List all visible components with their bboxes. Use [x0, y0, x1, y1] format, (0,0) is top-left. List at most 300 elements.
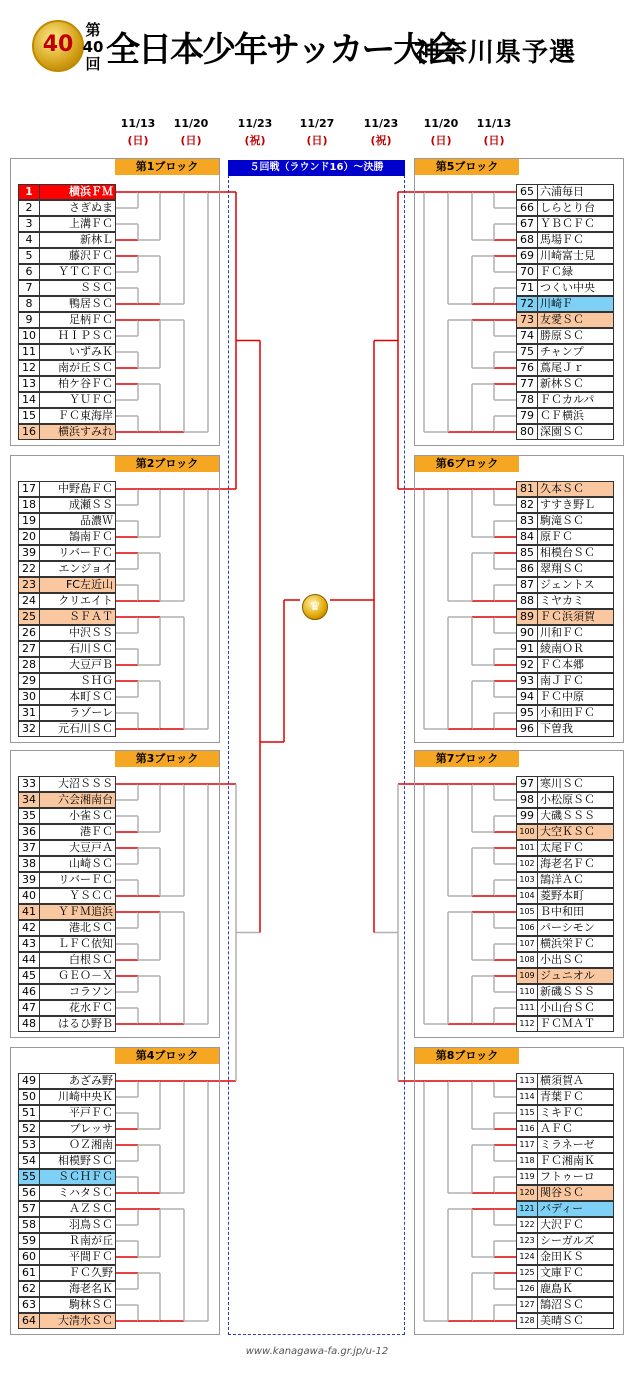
- seed-number: 51: [19, 1106, 40, 1120]
- team-row: [516, 689, 614, 705]
- team-name: リバーＦＣ: [58, 546, 113, 559]
- seed-number: 64: [19, 1314, 40, 1328]
- seed-number: 15: [19, 409, 40, 423]
- team-name: コラソン: [69, 985, 113, 998]
- team-row: [516, 408, 614, 424]
- seed-number: 82: [517, 498, 538, 512]
- team-name: 大磯ＳＳＳ: [540, 809, 595, 822]
- team-name: ＹＴＣＦＣ: [58, 265, 113, 278]
- team-row: [516, 328, 614, 344]
- seed-number: 60: [19, 1250, 40, 1264]
- team-row: [18, 689, 116, 705]
- team-row: [18, 497, 116, 513]
- seed-number: 14: [19, 393, 40, 407]
- team-name: 足柄ＦＣ: [69, 313, 113, 326]
- date-header: 11/23 (祝): [237, 117, 273, 147]
- seed-number: 48: [19, 1017, 40, 1031]
- team-row: [18, 1249, 116, 1265]
- page-subtitle: 神奈川県予選: [414, 38, 577, 68]
- seed-number: 75: [517, 345, 538, 359]
- team-row: [516, 561, 614, 577]
- seed-number: 27: [19, 642, 40, 656]
- team-row: [516, 344, 614, 360]
- seed-number: 7: [19, 281, 40, 295]
- team-name: 南が丘ＳＣ: [58, 361, 113, 374]
- seed-number: 11: [19, 345, 40, 359]
- seed-number: 30: [19, 690, 40, 704]
- seed-number: 95: [517, 706, 538, 720]
- seed-number: 99: [517, 809, 538, 823]
- team-row: [18, 593, 116, 609]
- team-row: [516, 1233, 614, 1249]
- team-row: [18, 328, 116, 344]
- team-name: 川崎中央Ｋ: [58, 1090, 113, 1103]
- seed-number: 121: [517, 1202, 538, 1216]
- team-name: ＹＳＣＣ: [69, 889, 113, 902]
- team-row: [18, 1169, 116, 1185]
- team-row: [18, 609, 116, 625]
- seed-number: 115: [517, 1106, 538, 1120]
- team-name: エンジョイ: [58, 562, 113, 575]
- seed-number: 119: [517, 1170, 538, 1184]
- seed-number: 102: [517, 857, 538, 871]
- seed-number: 59: [19, 1234, 40, 1248]
- seed-number: 92: [517, 658, 538, 672]
- team-name: ミラネーゼ: [540, 1138, 595, 1151]
- team-name: ＧＥＯ－Ｘ: [58, 969, 113, 982]
- team-name: 横浜ＦＭ: [69, 185, 113, 198]
- team-row: [18, 641, 116, 657]
- seed-number: 123: [517, 1234, 538, 1248]
- team-name: ＣＦ横浜: [540, 409, 584, 422]
- block-title: 第1ブロック: [115, 159, 219, 175]
- team-row: [516, 904, 614, 920]
- team-name: 鵠洋ＡＣ: [540, 873, 584, 886]
- seed-number: 46: [19, 985, 40, 999]
- team-row: [516, 1265, 614, 1281]
- seed-number: 110: [517, 985, 538, 999]
- team-row: [516, 513, 614, 529]
- team-name: ＹＵＦＣ: [69, 393, 113, 406]
- team-name: パーシモン: [540, 921, 595, 934]
- team-name: 駒林ＳＣ: [69, 1298, 113, 1311]
- seed-number: 96: [517, 722, 538, 736]
- seed-number: 1: [19, 185, 40, 199]
- team-name: 港北ＳＣ: [69, 921, 113, 934]
- team-name: 上溝ＦＣ: [69, 217, 113, 230]
- team-name: 花水ＦＣ: [69, 1001, 113, 1014]
- team-name: 大豆戸Ｂ: [69, 658, 113, 671]
- team-name: 大清水ＳＣ: [58, 1314, 113, 1327]
- seed-number: 20: [19, 530, 40, 544]
- seed-number: 41: [19, 905, 40, 919]
- team-row: [18, 344, 116, 360]
- team-name: ミヤカミ: [540, 594, 584, 607]
- date-header: 11/20 (日): [173, 117, 209, 147]
- seed-number: 67: [517, 217, 538, 231]
- team-name: ミハタＳＣ: [58, 1186, 113, 1199]
- seed-number: 80: [517, 425, 538, 439]
- team-row: [516, 856, 614, 872]
- seed-number: 18: [19, 498, 40, 512]
- team-name: 小松原ＳＣ: [540, 793, 595, 806]
- team-row: [516, 824, 614, 840]
- team-name: 綾南ＯＲ: [540, 642, 584, 655]
- team-name: ＦＣ久野: [69, 1266, 113, 1279]
- seed-number: 68: [517, 233, 538, 247]
- team-name: 菱野本町: [540, 889, 584, 902]
- team-name: 元石川ＳＣ: [58, 722, 113, 735]
- team-name: 川和ＦＣ: [540, 626, 584, 639]
- seed-number: 126: [517, 1282, 538, 1296]
- team-row: [516, 1281, 614, 1297]
- team-row: [18, 248, 116, 264]
- team-row: [516, 232, 614, 248]
- team-row: [516, 296, 614, 312]
- footer-url: www.kanagawa-fa.gr.jp/u-12: [245, 1346, 389, 1357]
- seed-number: 53: [19, 1138, 40, 1152]
- finals-title: ５回戦（ラウンド16）～決勝: [228, 160, 405, 176]
- team-row: [516, 840, 614, 856]
- team-row: [516, 872, 614, 888]
- team-name: 鵠南ＦＣ: [69, 530, 113, 543]
- seed-number: 65: [517, 185, 538, 199]
- team-name: 羽鳥ＳＣ: [69, 1218, 113, 1231]
- team-row: [18, 216, 116, 232]
- team-row: [18, 264, 116, 280]
- team-name: 小和田ＦＣ: [540, 706, 595, 719]
- seed-number: 90: [517, 626, 538, 640]
- team-name: はるひ野Ｂ: [58, 1017, 113, 1030]
- team-row: [516, 1153, 614, 1169]
- team-row: [516, 1249, 614, 1265]
- team-name: 勝原ＳＣ: [540, 329, 584, 342]
- team-row: [516, 808, 614, 824]
- seed-number: 89: [517, 610, 538, 624]
- seed-number: 44: [19, 953, 40, 967]
- seed-number: 88: [517, 594, 538, 608]
- team-name: ＳＣＨＦＣ: [58, 1170, 113, 1183]
- team-name: ＳＦＡＴ: [69, 610, 113, 623]
- team-row: [516, 593, 614, 609]
- team-row: [516, 1313, 614, 1329]
- seed-number: 107: [517, 937, 538, 951]
- seed-number: 127: [517, 1298, 538, 1312]
- seed-number: 8: [19, 297, 40, 311]
- team-row: [18, 808, 116, 824]
- seed-number: 81: [517, 482, 538, 496]
- seed-number: 12: [19, 361, 40, 375]
- team-row: [18, 888, 116, 904]
- team-name: 平戸ＦＣ: [69, 1106, 113, 1119]
- seed-number: 42: [19, 921, 40, 935]
- seed-number: 38: [19, 857, 40, 871]
- tournament-logo: 40: [32, 20, 84, 72]
- team-name: 青葉ＦＣ: [540, 1090, 584, 1103]
- team-name: ＦＣ浜須賀: [540, 610, 595, 623]
- team-row: [18, 1297, 116, 1313]
- team-row: [516, 481, 614, 497]
- seed-number: 50: [19, 1090, 40, 1104]
- team-name: ＦＣＭＡＴ: [540, 1017, 595, 1030]
- seed-number: 47: [19, 1001, 40, 1015]
- seed-number: 58: [19, 1218, 40, 1232]
- team-row: [516, 952, 614, 968]
- date-header: 11/13 (日): [476, 117, 512, 147]
- seed-number: 104: [517, 889, 538, 903]
- seed-number: 56: [19, 1186, 40, 1200]
- team-row: [18, 1000, 116, 1016]
- seed-number: 13: [19, 377, 40, 391]
- team-name: 成瀬ＳＳ: [69, 498, 113, 511]
- seed-number: 79: [517, 409, 538, 423]
- team-row: [516, 888, 614, 904]
- team-row: [18, 1201, 116, 1217]
- seed-number: 29: [19, 674, 40, 688]
- team-row: [516, 200, 614, 216]
- seed-number: 112: [517, 1017, 538, 1031]
- seed-number: 35: [19, 809, 40, 823]
- team-row: [516, 545, 614, 561]
- seed-number: 87: [517, 578, 538, 592]
- seed-number: 122: [517, 1218, 538, 1232]
- team-name: ＦＣ湘南Ｋ: [540, 1154, 595, 1167]
- team-row: [18, 312, 116, 328]
- seed-number: 69: [517, 249, 538, 263]
- team-name: ＹＢＣＦＣ: [540, 217, 595, 230]
- team-name: 金田ＫＳ: [540, 1250, 584, 1263]
- seed-number: 118: [517, 1154, 538, 1168]
- team-row: [516, 657, 614, 673]
- team-name: 横須賀Ａ: [540, 1074, 584, 1087]
- team-row: [18, 920, 116, 936]
- seed-number: 45: [19, 969, 40, 983]
- team-name: 久本ＳＣ: [540, 482, 584, 495]
- team-name: ＹＦＭ追浜: [58, 905, 113, 918]
- team-row: [18, 1121, 116, 1137]
- team-name: 鴨居ＳＣ: [69, 297, 113, 310]
- date-header: 11/13 (日): [120, 117, 156, 147]
- team-name: 大空ＫＳＣ: [540, 825, 595, 838]
- block-title: 第8ブロック: [415, 1048, 519, 1064]
- seed-number: 114: [517, 1090, 538, 1104]
- team-name: 大豆戸Ａ: [69, 841, 113, 854]
- team-name: ＳＨＧ: [80, 674, 113, 687]
- team-row: [18, 296, 116, 312]
- team-name: 小山台ＳＣ: [540, 1001, 595, 1014]
- seed-number: 120: [517, 1186, 538, 1200]
- team-row: [18, 984, 116, 1000]
- seed-number: 23: [19, 578, 40, 592]
- seed-number: 100: [517, 825, 538, 839]
- team-row: [18, 360, 116, 376]
- team-row: [516, 497, 614, 513]
- team-row: [516, 721, 614, 737]
- seed-number: 125: [517, 1266, 538, 1280]
- date-header: 11/23 (祝): [363, 117, 399, 147]
- team-name: 柏ケ谷ＦＣ: [58, 377, 113, 390]
- seed-number: 113: [517, 1074, 538, 1088]
- team-row: [18, 200, 116, 216]
- team-name: 馬場ＦＣ: [540, 233, 584, 246]
- team-name: 海老名ＦＣ: [540, 857, 595, 870]
- team-row: [516, 312, 614, 328]
- team-name: 寒川ＳＣ: [540, 777, 584, 790]
- team-name: 大沼ＳＳＳ: [58, 777, 113, 790]
- seed-number: 39: [19, 546, 40, 560]
- seed-number: 84: [517, 530, 538, 544]
- date-header: 11/27 (日): [299, 117, 335, 147]
- seed-number: 97: [517, 777, 538, 791]
- team-name: ＡＺＳＣ: [69, 1202, 113, 1215]
- seed-number: 52: [19, 1122, 40, 1136]
- team-name: 新磯ＳＳＳ: [540, 985, 595, 998]
- team-row: [516, 920, 614, 936]
- team-name: ミキＦＣ: [540, 1106, 584, 1119]
- team-name: つくい中央: [540, 281, 595, 294]
- team-name: 平間ＦＣ: [69, 1250, 113, 1263]
- team-row: [516, 968, 614, 984]
- seed-number: 98: [517, 793, 538, 807]
- team-row: [516, 1217, 614, 1233]
- team-name: 下曽我: [540, 722, 573, 735]
- team-row: [18, 529, 116, 545]
- seed-number: 76: [517, 361, 538, 375]
- seed-number: 62: [19, 1282, 40, 1296]
- team-name: ジュニオル: [540, 969, 595, 982]
- seed-number: 22: [19, 562, 40, 576]
- block-title: 第5ブロック: [415, 159, 519, 175]
- team-name: 深園ＳＣ: [540, 425, 584, 438]
- team-row: [18, 705, 116, 721]
- team-row: [516, 392, 614, 408]
- team-row: [516, 1000, 614, 1016]
- seed-number: 10: [19, 329, 40, 343]
- seed-number: 4: [19, 233, 40, 247]
- team-name: すすき野Ｌ: [540, 498, 596, 511]
- team-row: [516, 424, 614, 440]
- seed-number: 40: [19, 889, 40, 903]
- team-name: しらとり台: [540, 201, 595, 214]
- team-row: [18, 392, 116, 408]
- team-name: 相模台ＳＣ: [540, 546, 595, 559]
- seed-number: 77: [517, 377, 538, 391]
- team-row: [516, 264, 614, 280]
- team-name: さぎぬま: [69, 201, 113, 214]
- team-name: 美晴ＳＣ: [540, 1314, 584, 1327]
- team-row: [18, 792, 116, 808]
- team-row: [18, 1313, 116, 1329]
- seed-number: 71: [517, 281, 538, 295]
- seed-number: 74: [517, 329, 538, 343]
- seed-number: 17: [19, 482, 40, 496]
- team-name: チャンプ: [540, 345, 584, 358]
- seed-number: 111: [517, 1001, 538, 1015]
- team-name: 横浜すみれ: [58, 425, 113, 438]
- seed-number: 39: [19, 873, 40, 887]
- team-name: 中野島ＦＣ: [58, 482, 113, 495]
- seed-number: 66: [517, 201, 538, 215]
- team-name: 品濃Ｗ: [80, 514, 113, 527]
- team-row: [18, 1016, 116, 1032]
- block-title: 第2ブロック: [115, 456, 219, 472]
- team-row: [18, 936, 116, 952]
- team-name: 南ＪＦＣ: [540, 674, 584, 687]
- team-name: FC左近山: [65, 578, 113, 591]
- team-row: [516, 1089, 614, 1105]
- seed-number: 83: [517, 514, 538, 528]
- team-row: [18, 481, 116, 497]
- team-name: あざみ野: [69, 1074, 113, 1087]
- team-row: [18, 872, 116, 888]
- team-name: ＳＳＣ: [80, 281, 113, 294]
- team-name: ＦＣ中原: [540, 690, 584, 703]
- team-name: 海老名Ｋ: [69, 1282, 113, 1295]
- team-name: Ｒ南が丘: [69, 1234, 113, 1247]
- team-row: [516, 184, 614, 200]
- team-name: 友愛ＳＣ: [540, 313, 584, 326]
- team-row: [516, 1201, 614, 1217]
- seed-number: 105: [517, 905, 538, 919]
- team-row: [516, 376, 614, 392]
- team-row: [516, 1137, 614, 1153]
- block-title: 第3ブロック: [115, 751, 219, 767]
- seed-number: 109: [517, 969, 538, 983]
- team-name: ブレッサ: [69, 1122, 113, 1135]
- team-row: [18, 513, 116, 529]
- team-row: [18, 232, 116, 248]
- block-title: 第4ブロック: [115, 1048, 219, 1064]
- team-row: [18, 1185, 116, 1201]
- team-row: [516, 792, 614, 808]
- team-name: 原ＦＣ: [540, 530, 573, 543]
- block-title: 第6ブロック: [415, 456, 519, 472]
- team-name: 小出ＳＣ: [540, 953, 584, 966]
- team-row: [18, 1105, 116, 1121]
- seed-number: 85: [517, 546, 538, 560]
- team-name: ＦＣ本郷: [540, 658, 584, 671]
- team-row: [516, 529, 614, 545]
- team-row: [516, 216, 614, 232]
- seed-number: 37: [19, 841, 40, 855]
- seed-number: 78: [517, 393, 538, 407]
- team-row: [18, 673, 116, 689]
- seed-number: 94: [517, 690, 538, 704]
- edition-label: 第 40 回: [82, 21, 104, 73]
- seed-number: 32: [19, 722, 40, 736]
- seed-number: 128: [517, 1314, 538, 1328]
- team-row: [516, 1297, 614, 1313]
- seed-number: 63: [19, 1298, 40, 1312]
- team-name: 大沢ＦＣ: [540, 1218, 584, 1231]
- seed-number: 91: [517, 642, 538, 656]
- team-row: [516, 1121, 614, 1137]
- team-name: シーガルズ: [540, 1234, 595, 1247]
- seed-number: 33: [19, 777, 40, 791]
- team-row: [18, 856, 116, 872]
- team-name: 六浦毎日: [540, 185, 584, 198]
- team-row: [18, 184, 116, 200]
- trophy-icon: ♛: [302, 594, 328, 620]
- team-row: [18, 840, 116, 856]
- team-name: 翠翔ＳＣ: [540, 562, 584, 575]
- date-header: 11/20 (日): [423, 117, 459, 147]
- team-name: ＬＦＣ依知: [58, 937, 113, 950]
- team-row: [18, 1137, 116, 1153]
- seed-number: 5: [19, 249, 40, 263]
- seed-number: 26: [19, 626, 40, 640]
- team-row: [18, 1089, 116, 1105]
